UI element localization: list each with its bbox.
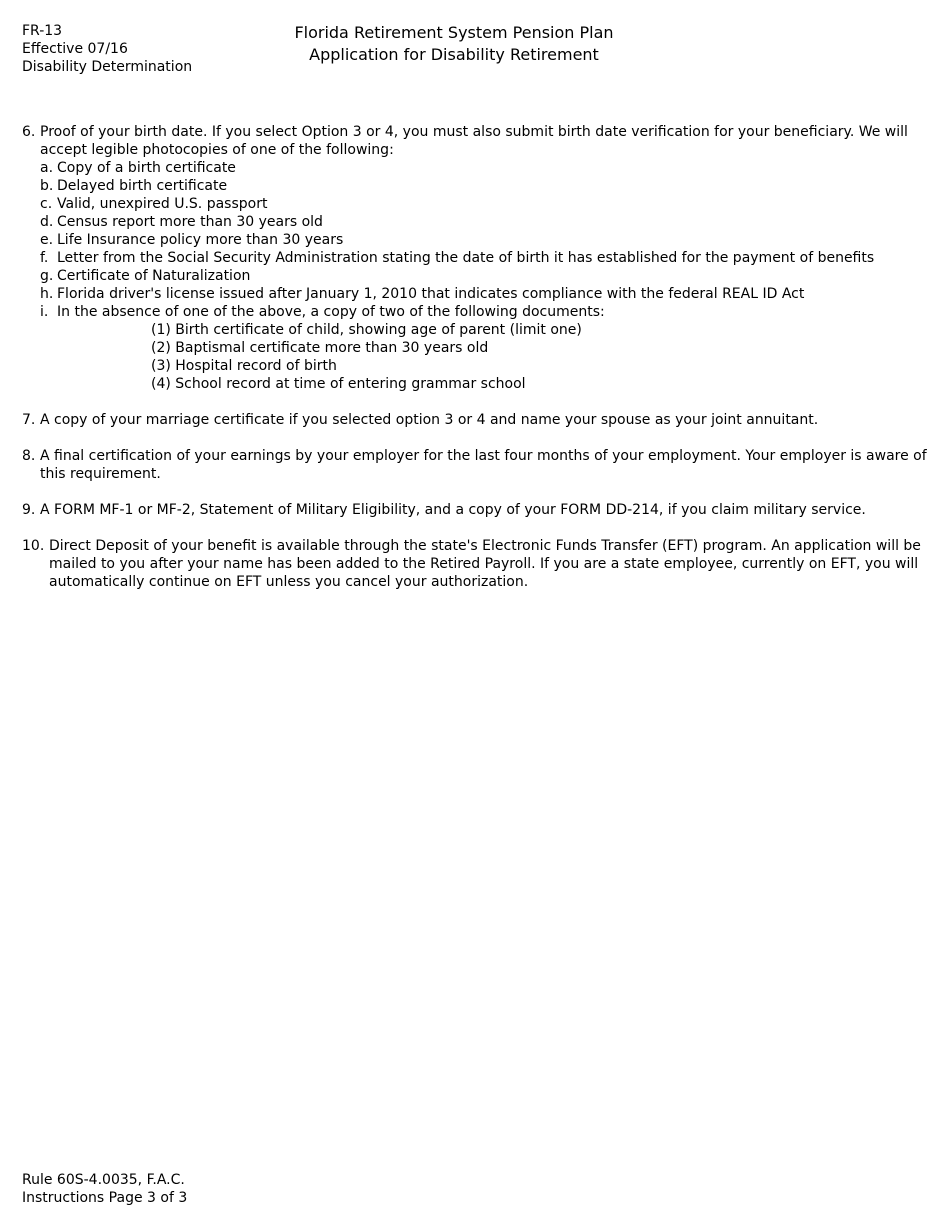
- page-number: Instructions Page 3 of 3: [22, 1190, 188, 1206]
- nested-list-item: (1) Birth certificate of child, showing age of parent (limit one): [151, 322, 582, 338]
- list-item: [40, 303, 927, 393]
- list-text: Valid, unexpired U.S. passport: [57, 196, 268, 212]
- list-text: Florida driver's license issued after January 1, 2010 that indicates compliance with the federal REAL ID Act: [57, 286, 805, 302]
- list-item: [40, 159, 927, 177]
- item-text: Direct Deposit of your benefit is available through the state's Electronic Funds Transfer (EFT) program. An application will be mailed to you after your name has been added to the Retired Payroll. If you are a state employee, currently on EFT, you will automatically continue on EFT unless you cancel your authorization.: [49, 538, 921, 590]
- list-item: [40, 285, 927, 303]
- list-item: [40, 249, 927, 267]
- list-letter: h.: [40, 286, 54, 302]
- list-letter: b.: [40, 178, 54, 194]
- list-letter: e.: [40, 232, 54, 248]
- instruction-item-9: [22, 501, 927, 519]
- instruction-item-10: [22, 537, 927, 591]
- effective-date: Effective 07/16: [22, 41, 128, 57]
- list-letter: a.: [40, 160, 54, 176]
- title-line-1: Florida Retirement System Pension Plan: [294, 23, 614, 42]
- title-line-2: Application for Disability Retirement: [309, 45, 599, 64]
- item-number: 7.: [22, 412, 36, 428]
- list-text: Census report more than 30 years old: [57, 214, 323, 230]
- list-text: Copy of a birth certificate: [57, 160, 236, 176]
- list-letter: c.: [40, 196, 53, 212]
- item-text: A FORM MF-1 or MF-2, Statement of Military Eligibility, and a copy of your FORM DD-214, if you claim military service.: [40, 502, 866, 518]
- list-letter: i.: [40, 304, 49, 320]
- birth-proof-list: [40, 159, 927, 393]
- list-text: Life Insurance policy more than 30 years: [57, 232, 344, 248]
- instruction-item-8: [22, 447, 927, 483]
- rule-citation: Rule 60S-4.0035, F.A.C.: [22, 1172, 185, 1188]
- nested-list-item: (4) School record at time of entering grammar school: [151, 376, 526, 392]
- instruction-item-6: [22, 123, 927, 393]
- item-number: 8.: [22, 448, 36, 464]
- item-number: 9.: [22, 502, 36, 518]
- nested-list-item: (2) Baptismal certificate more than 30 years old: [151, 340, 489, 356]
- form-meta: [22, 22, 192, 76]
- list-item: [40, 213, 927, 231]
- form-subtitle: Disability Determination: [22, 59, 193, 75]
- item-number: 6.: [22, 124, 36, 140]
- list-text: In the absence of one of the above, a copy of two of the following documents:: [57, 304, 605, 320]
- item-text: A final certification of your earnings by your employer for the last four months of your employment. Your employer is aware of this requirement.: [40, 448, 927, 482]
- instruction-item-7: [22, 411, 927, 429]
- instructions-content: [22, 123, 927, 609]
- alternative-documents-list: [57, 321, 927, 393]
- list-text: Delayed birth certificate: [57, 178, 228, 194]
- item-number: 10.: [22, 538, 45, 554]
- form-number: FR-13: [22, 23, 63, 39]
- list-letter: f.: [40, 250, 49, 266]
- list-text: Certificate of Naturalization: [57, 268, 251, 284]
- nested-list-item: (3) Hospital record of birth: [151, 358, 337, 374]
- list-letter: g.: [40, 268, 54, 284]
- item-text: Proof of your birth date. If you select Option 3 or 4, you must also submit birth date verification for your beneficiary. We will accept legible photocopies of one of the following:: [40, 124, 908, 158]
- list-item: [40, 195, 927, 213]
- list-item: [40, 231, 927, 249]
- page-footer: [22, 1171, 187, 1207]
- item-text: A copy of your marriage certificate if you selected option 3 or 4 and name your spouse as your joint annuitant.: [40, 412, 819, 428]
- document-title: [200, 22, 708, 66]
- list-item: [40, 267, 927, 285]
- list-letter: d.: [40, 214, 54, 230]
- list-text: Letter from the Social Security Administration stating the date of birth it has established for the payment of benefits: [57, 250, 875, 266]
- list-item: [40, 177, 927, 195]
